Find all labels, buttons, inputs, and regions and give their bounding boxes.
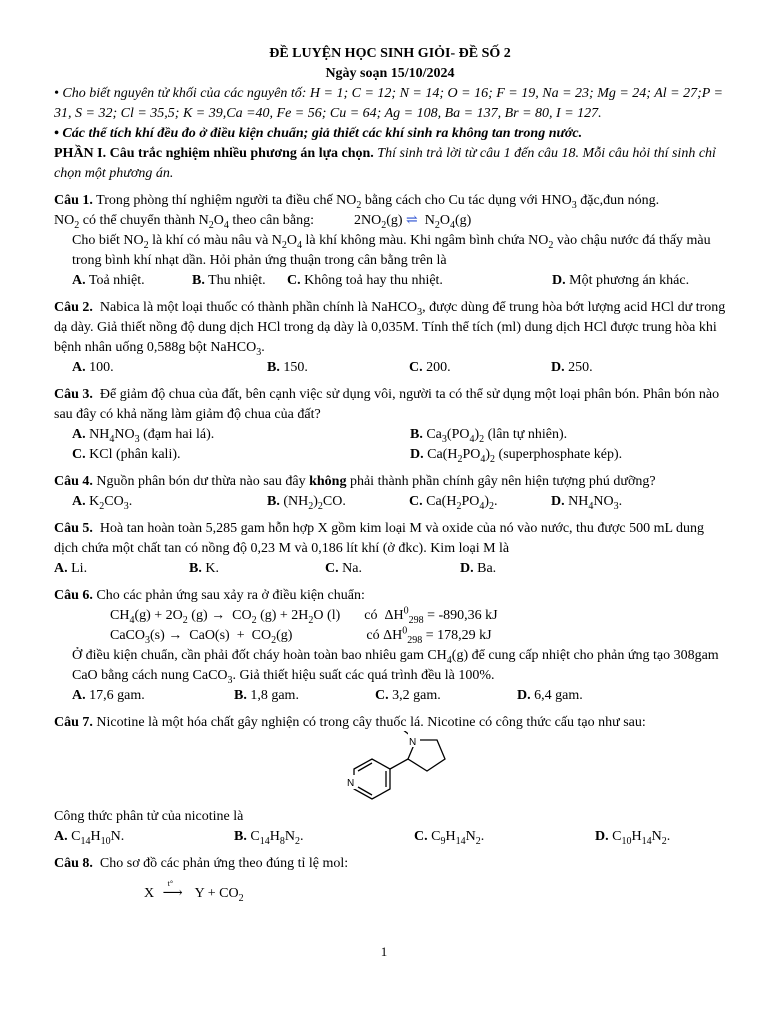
question-7 [54, 713, 726, 847]
q5-option-c[interactable]: C. Na. [325, 561, 362, 576]
q5-options [54, 559, 726, 579]
q1-option-b[interactable]: B. Thu nhiệt. [192, 273, 266, 288]
q4-option-a[interactable]: A. $K_2CO_3$. [72, 494, 133, 512]
q6-option-d[interactable]: D. 6,4 gam. [517, 688, 583, 703]
q8-reaction: X t° ⟶ $Y + CO_2$ [144, 879, 244, 904]
q4-option-c[interactable]: C. $Ca(H_2PO_4)_2$. [409, 494, 498, 512]
q1-option-a[interactable]: A. Toả nhiệt. [72, 273, 145, 288]
q3-options-row1 [54, 425, 726, 445]
q4-options [54, 492, 726, 512]
q4-stem: Câu 4. Nguồn phân bón dư thừa nào sau đây không phải thành phần chính gây nên hiện tượng phú dưỡng? [54, 474, 656, 489]
q3-option-c[interactable]: C. KCl (phân kali). [72, 447, 181, 462]
q2-label: Câu 2. [54, 300, 93, 315]
q5-option-d[interactable]: D. Ba. [460, 561, 497, 576]
q7-option-c[interactable]: C. $C_9H_{14}N_2$. [414, 829, 485, 847]
q1-equilibrium: $NO_2$ có thể chuyển thành $N_2O_4$ theo cân bằng: $2NO_2(g)$ ⇌ $N_2O_4(g)$ [54, 213, 472, 231]
q6-label: Câu 6. [54, 588, 93, 603]
gas-note: • Các thể tích khí đều đo ở điều kiện chuẩn; giả thiết các khí sinh ra không tan trong nước. [54, 126, 583, 141]
exam-title: ĐỀ LUYỆN HỌC SINH GIỎI- ĐỀ SỐ 2 [269, 46, 511, 61]
q1-options [54, 271, 726, 291]
question-4 [54, 472, 726, 512]
q3-options-row2 [54, 445, 726, 465]
q2-options [54, 358, 726, 378]
q1-stem: Câu 1. Trong phòng thí nghiệm người ta điều chế $NO_2$ bằng cách cho Cu tác dụng với $HNO_3$ đặc,đun nóng. [54, 193, 660, 211]
q5-option-b[interactable]: B. K. [189, 561, 219, 576]
question-5 [54, 519, 726, 579]
q3-label: Câu 3. [54, 387, 93, 402]
q7-options [54, 827, 726, 847]
q2-option-d[interactable]: D. 250. [551, 360, 593, 375]
q2-option-a[interactable]: A. 100. [72, 360, 114, 375]
q3-stem: Câu 3. Để giảm độ chua của đất, bên cạnh việc sử dụng vôi, người ta có thể sử dụng một loại phân bón. Phân bón nào sau đây có khả năng làm giảm độ chua của đất? [54, 387, 720, 422]
q4-option-b[interactable]: B. $(NH_2)_2CO$. [267, 494, 346, 512]
q8-label: Câu 8. [54, 856, 93, 871]
q7-question: Công thức phân tử của nicotine là [54, 809, 244, 824]
pyrrolidine-n-atom: N [409, 737, 417, 748]
page-number: 1 [380, 944, 388, 959]
question-6 [54, 586, 726, 706]
q1-option-d[interactable]: D. Một phương án khác. [552, 273, 690, 288]
q3-option-b[interactable]: B. $Ca_3(PO_4)_2$ (lân tự nhiên). [410, 427, 568, 445]
part1-title: PHẦN I. Câu trắc nghiệm nhiều phương án lựa chọn. [54, 146, 374, 161]
heat-arrow-icon: t° ⟶ [162, 879, 183, 901]
q1-label: Câu 1. [54, 193, 93, 208]
pyridine-n-atom: N [347, 778, 355, 789]
q5-label: Câu 5. [54, 521, 93, 536]
exam-page [54, 44, 726, 904]
exam-date: Ngày soạn 15/10/2024 [325, 66, 455, 81]
q7-stem: Câu 7. Nicotine là một hóa chất gây nghiện có trong cây thuốc lá. Nicotine có công thức cấu tạo như sau: [54, 715, 646, 730]
q6-options [54, 686, 726, 706]
q5-option-a[interactable]: A. Li. [54, 561, 88, 576]
atomic-masses-note: • Cho biết nguyên tử khối của các nguyên tố: H = 1; C = 12; N = 14; O = 16; F = 19, Na = 23; Mg = 24; Al = 27;P = 31, S = 32; Cl = 35,5; K = 39,Ca =40, Fe = 56; Cu = 64; Ag = 108, Ba = 137, Br = 80, I = 127. [54, 86, 724, 121]
q6-option-a[interactable]: A. 17,6 gam. [72, 688, 145, 703]
q4-option-d[interactable]: D. $NH_4NO_3$. [551, 494, 623, 512]
q2-option-c[interactable]: C. 200. [409, 360, 451, 375]
q7-label: Câu 7. [54, 715, 93, 730]
q3-option-d[interactable]: D. $Ca(H_2PO_4)_2$ (superphosphate kép). [410, 447, 623, 465]
q6-reaction-1: $CH_4(g) + 2O_2$ $(g) \to CO_2$ $(g) + 2H_2O$ (l) có $\Delta H^0_{298} = -890,36$ kJ [110, 605, 498, 626]
equilibrium-arrow-icon: ⇌ [406, 213, 418, 228]
nicotine-structure [54, 733, 726, 807]
part1-heading [54, 144, 726, 184]
q7-option-d[interactable]: D. $C_{10}H_{14}N_2$. [595, 829, 671, 847]
q2-stem: Câu 2. Nabica là một loại thuốc có thành phần chính là NaHCO$_3$, được dùng để trung hòa bớt lượng acid HCl dư trong dạ dày. Giả thiết nồng độ dung dịch HCl trong dạ dày là 0,035M. Tính thể tích (ml) dung dịch HCl được trung hòa khi bệnh nhân uống 0,588g bột NaHCO$_3$. [54, 300, 726, 358]
q7-option-b[interactable]: B. $C_{14}H_8N_2$. [234, 829, 304, 847]
question-2 [54, 298, 726, 378]
q6-question: Ở điều kiện chuẩn, cần phải đốt cháy hoàn toàn bao nhiêu gam $CH_4(g)$ để cung cấp nhiệt cho phản ứng tạo 308gam CaO bằng cách nung CaCO$_3$. Giả thiết hiệu suất các quá trình đều là 100%. [72, 648, 719, 686]
q4-label: Câu 4. [54, 474, 93, 489]
part1-instruction: Thí sinh trả lời từ câu 1 đến câu 18. Mỗi câu hỏi thí sinh chỉ chọn một phương án. [54, 146, 716, 181]
q6-option-c[interactable]: C. 3,2 gam. [375, 688, 441, 703]
q1-option-c[interactable]: C. Không toả hay thu nhiệt. [287, 273, 443, 288]
q6-reaction-2: CaCO$_3$(s) → $CaO(s) + CO_2(g)$ có $\Delta H^0_{298} = 178,29$ kJ [110, 625, 492, 646]
nicotine-structure-icon [324, 731, 484, 807]
q3-option-a[interactable]: A. $NH_4NO_3$ (đạm hai lá). [72, 427, 215, 445]
q6-stem: Câu 6. Cho các phản ứng sau xảy ra ở điều kiện chuẩn: [54, 588, 365, 603]
question-8 [54, 854, 726, 904]
question-1 [54, 191, 726, 291]
question-3 [54, 385, 726, 465]
q1-description: Cho biết $NO_2$ là khí có màu nâu và $N_2O_4$ là khí không màu. Khi ngâm bình chứa $NO_2$ vào chậu nước đá thấy màu trong bình khí nhạt dần. Hỏi phản ứng thuận trong cân bằng trên là [72, 233, 711, 268]
q7-option-a[interactable]: A. $C_{14}H_{10}N$. [54, 829, 125, 847]
q8-stem: Câu 8. Cho sơ đồ các phản ứng theo đúng tỉ lệ mol: [54, 856, 349, 871]
q2-option-b[interactable]: B. 150. [267, 360, 308, 375]
q6-option-b[interactable]: B. 1,8 gam. [234, 688, 299, 703]
q5-stem: Câu 5. Hoà tan hoàn toàn 5,285 gam hỗn hợp X gồm kim loại M và oxide của nó vào nước, thu được 500 mL dung dịch chứa một chất tan có nồng độ 0,23 M và 0,186 lít khí (ở đkc). Kim loại M là [54, 521, 705, 556]
